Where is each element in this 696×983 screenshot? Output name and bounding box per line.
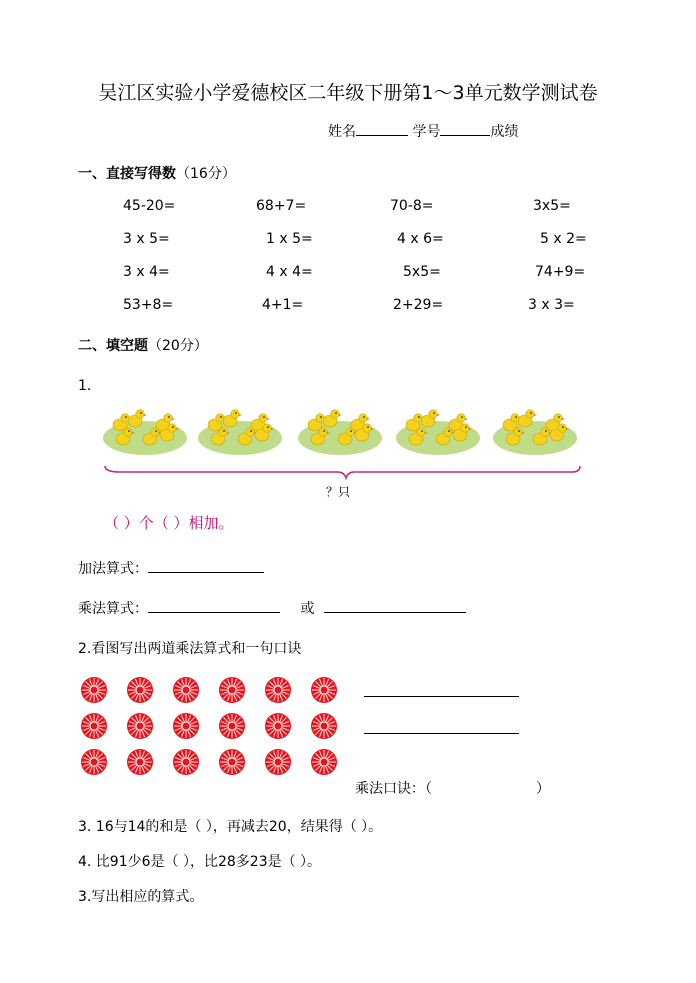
q2-answer-line-2[interactable] xyxy=(364,733,519,734)
flower-icon xyxy=(81,713,107,739)
calc-item: 53+8= xyxy=(123,297,174,313)
flower-icon xyxy=(265,713,291,739)
calc-item: 4 x 6= xyxy=(397,231,444,247)
flower-icon xyxy=(219,677,245,703)
mul-answer-blank-1[interactable] xyxy=(148,598,280,613)
flower-icon xyxy=(311,677,337,703)
calc-item: 45-20= xyxy=(123,198,176,214)
q2-label: 2.看图写出两道乘法算式和一句口诀 xyxy=(78,641,302,657)
rhyme-label: 乘法口诀：（ xyxy=(355,781,432,797)
mul-formula-row xyxy=(78,598,466,618)
calc-item: 3 x 3= xyxy=(528,297,575,313)
score-label: 成绩 xyxy=(490,124,519,140)
name-blank[interactable] xyxy=(356,121,408,136)
add-answer-blank[interactable] xyxy=(148,558,264,573)
flower-icon xyxy=(81,749,107,775)
calc-item: 3 x 4= xyxy=(123,264,170,280)
chick-group xyxy=(198,410,282,455)
calc-item: 74+9= xyxy=(535,264,586,280)
calc-item: 5 x 2= xyxy=(540,231,587,247)
section1-title: 一、直接写得数 xyxy=(78,166,176,182)
rhyme-row xyxy=(355,778,550,798)
chick-group xyxy=(103,410,187,455)
flower-icon xyxy=(265,677,291,703)
page-title: 吴江区实验小学爱德校区二年级下册第1～3单元数学测试卷 xyxy=(98,82,598,104)
chick-group xyxy=(396,410,480,455)
flower-icon xyxy=(81,677,107,703)
brace-label: ？只 xyxy=(326,485,351,499)
q2-answer-line-1[interactable] xyxy=(364,696,519,697)
flower-icon xyxy=(173,749,199,775)
section1-heading xyxy=(78,163,236,183)
q4-label: 4. 比91少6是（ ），比28多23是（ ）。 xyxy=(78,854,322,870)
flower-icon xyxy=(219,749,245,775)
mul-answer-blank-2[interactable] xyxy=(324,598,466,613)
add-formula-row xyxy=(78,558,264,578)
id-label: 学号 xyxy=(412,124,441,140)
calc-item: 2+29= xyxy=(393,297,444,313)
flower-icon xyxy=(173,677,199,703)
brace xyxy=(105,466,580,478)
add-label: 加法算式： xyxy=(78,561,148,577)
flower-icon xyxy=(127,749,153,775)
flower-icon xyxy=(127,677,153,703)
flower-icon xyxy=(173,713,199,739)
student-info xyxy=(328,121,518,141)
q5-label: 3.写出相应的算式。 xyxy=(78,889,204,905)
calc-item: 68+7= xyxy=(256,198,307,214)
flower-icon xyxy=(219,713,245,739)
calc-item: 4+1= xyxy=(262,297,304,313)
calc-item: 5x5= xyxy=(403,264,441,280)
name-label: 姓名 xyxy=(328,124,356,140)
id-blank[interactable] xyxy=(440,121,490,136)
mul-label: 乘法算式： xyxy=(78,601,148,617)
rhyme-close: ） xyxy=(536,781,550,797)
calc-item: 70-8= xyxy=(390,198,434,214)
flower-icon xyxy=(127,713,153,739)
section2-points: （20分） xyxy=(148,338,208,354)
calc-item: 4 x 4= xyxy=(266,264,313,280)
q1-number: 1． xyxy=(78,378,101,394)
flower-icon xyxy=(311,749,337,775)
calc-item: 3 x 5= xyxy=(123,231,170,247)
calc-item: 1 x 5= xyxy=(266,231,313,247)
or-label: 或 xyxy=(300,601,315,617)
flower-icon xyxy=(311,713,337,739)
section1-points: （16分） xyxy=(176,166,236,182)
flower-grid xyxy=(74,670,354,785)
chick-group xyxy=(298,410,382,455)
q1-phrase: （ ）个（ ）相加。 xyxy=(104,514,234,532)
chick-group xyxy=(493,410,577,455)
section2-title: 二、填空题 xyxy=(78,338,148,354)
calc-item: 3x5= xyxy=(533,198,571,214)
flower-icon xyxy=(265,749,291,775)
section2-heading xyxy=(78,335,208,355)
q3-label: 3. 16与14的和是（ ），再减去20，结果得（ ）。 xyxy=(78,819,383,835)
